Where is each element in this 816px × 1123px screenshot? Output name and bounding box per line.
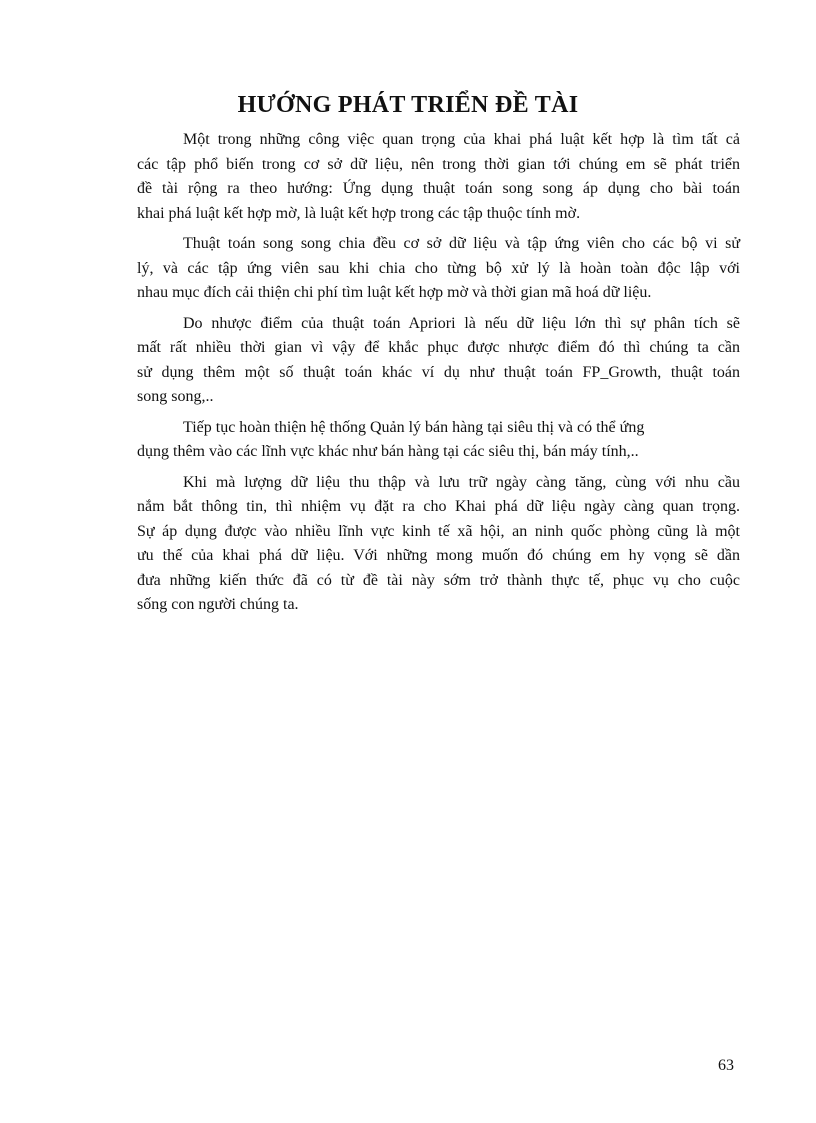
text-line: mất rất nhiều thời gian vì vậy để khắc phục được nhược điểm đó thì chúng ta cần bbox=[137, 339, 740, 356]
text-line: song song,.. bbox=[137, 388, 214, 405]
text-line: Do nhược điểm của thuật toán Apriori là nếu dữ liệu lớn thì sự phân tích sẽ bbox=[183, 314, 740, 332]
text-line: ưu thế của khai phá dữ liệu. Với những mong muốn đó chúng em hy vọng sẽ dần bbox=[137, 547, 740, 564]
text-line: Thuật toán song song chia đều cơ sở dữ liệu và tập ứng viên cho các bộ vi sử bbox=[183, 235, 740, 252]
text-line: các tập phổ biến trong cơ sở dữ liệu, nên trong thời gian tới chúng em sẽ phát triển bbox=[137, 155, 740, 173]
text-line: nắm bắt thông tin, thì nhiệm vụ đặt ra cho Khai phá dữ liệu ngày càng quan trọng. bbox=[137, 498, 740, 515]
page-number: 63 bbox=[718, 1057, 734, 1074]
text-line: đề tài rộng ra theo hướng: Ứng dụng thuật toán song song áp dụng cho bài toán bbox=[137, 180, 740, 197]
paragraph-1 bbox=[137, 128, 740, 226]
text-line: khai phá luật kết hợp mờ, là luật kết hợp trong các tập thuộc tính mờ. bbox=[137, 204, 581, 222]
text-line: nhau mục đích cải thiện chi phí tìm luật kết hợp mờ và thời gian mã hoá dữ liệu. bbox=[137, 284, 652, 301]
text-line: Một trong những công việc quan trọng của khai phá luật kết hợp là tìm tất cả bbox=[183, 131, 740, 148]
paragraph-4 bbox=[137, 416, 740, 465]
text-line: đưa những kiến thức đã có từ đề tài này sớm trở thành thực tế, phục vụ cho cuộc bbox=[137, 571, 740, 589]
text-line: Tiếp tục hoàn thiện hệ thống Quản lý bán hàng tại siêu thị và có thể ứng bbox=[183, 418, 645, 436]
text-line: lý, và các tập ứng viên sau khi chia cho từng bộ xử lý là hoàn toàn độc lập với bbox=[137, 259, 740, 277]
text-line: Sự áp dụng được vào nhiều lĩnh vực kinh tế xã hội, an ninh quốc phòng cũng là một bbox=[137, 522, 740, 540]
text-line: sống con người chúng ta. bbox=[137, 596, 299, 613]
paragraph-2 bbox=[137, 232, 740, 306]
paragraph-5 bbox=[137, 471, 740, 618]
text-line: sử dụng thêm một số thuật toán khác ví dụ như thuật toán FP_Growth, thuật toán bbox=[137, 363, 740, 381]
text-line: Khi mà lượng dữ liệu thu thập và lưu trữ ngày càng tăng, cùng với nhu cầu bbox=[183, 473, 740, 491]
paragraph-3 bbox=[137, 312, 740, 410]
body-text bbox=[137, 128, 740, 624]
page-title: HƯỚNG PHÁT TRIỂN ĐỀ TÀI bbox=[237, 92, 579, 118]
text-line: dụng thêm vào các lĩnh vực khác như bán hàng tại các siêu thị, bán máy tính,.. bbox=[137, 443, 639, 460]
